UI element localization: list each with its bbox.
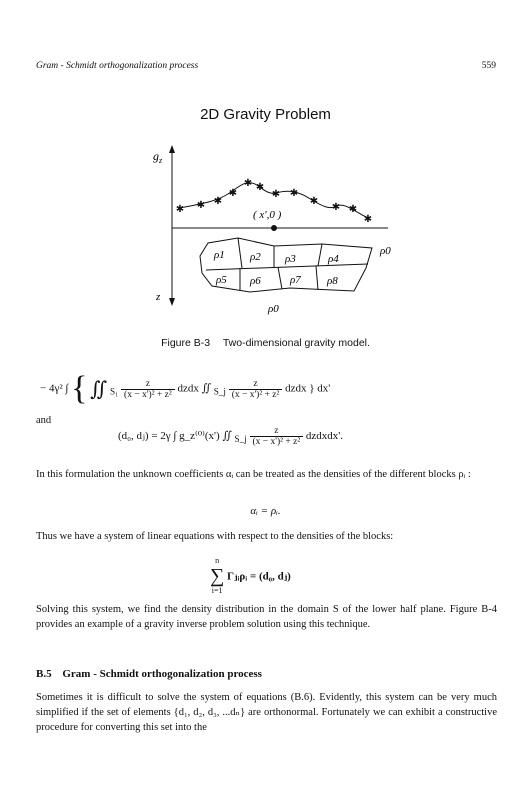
marker: ✱ — [228, 188, 238, 199]
sum-sign: ∑ — [210, 565, 225, 587]
eq1-frac1-num: z — [121, 379, 175, 390]
eq1-fraction-1 — [121, 379, 175, 400]
section-number: B.5 — [36, 668, 52, 680]
paragraph-1: In this formulation the unknown coefficients αᵢ can be treated as the densities of the different blocks ρᵢ : — [36, 469, 471, 480]
eq2-frac-den: (x − x')² + z² — [252, 437, 301, 447]
sum-body: Γⱼᵢρᵢ = (d₀, dⱼ) — [227, 570, 291, 583]
and-word: and — [36, 415, 52, 426]
observation-point — [271, 225, 277, 231]
eq1-open-brace: { — [71, 370, 88, 407]
paragraph-2: Thus we have a system of linear equations with respect to the densities of the blocks: — [36, 531, 394, 542]
page-number: 559 — [481, 61, 496, 71]
axis-z-label: z — [156, 291, 161, 303]
marker: ✱ — [271, 189, 281, 200]
eq1-set: S₁ — [110, 386, 119, 397]
eq1-double-integral: ∬ — [90, 378, 108, 401]
eq2-mid: g_z⁽⁰⁾(x') ∬ — [179, 430, 232, 443]
axis-arrow-up — [169, 145, 175, 153]
eq1-set2: S_j — [213, 386, 226, 397]
eq1-tail: dzdx } dx' — [285, 382, 331, 395]
figure-caption-text: Two-dimensional gravity model. — [222, 337, 370, 349]
equation-3: αᵢ = ρᵢ. — [250, 505, 281, 517]
eq1-frac2-num: z — [229, 379, 283, 390]
eq1-prefix: − 4γ² ∫ — [40, 382, 69, 395]
figure-caption-label: Figure B-3 — [161, 337, 211, 349]
block-divider — [318, 244, 322, 266]
paragraph-3: Solving this system, we find the density distribution in the domain S of the lower half plane. Figure B-4 provides an example of a gravity inverse problem solution using this technique. — [36, 604, 497, 630]
gravity-model-figure — [150, 140, 400, 320]
eq2-set: S_j — [234, 434, 247, 445]
eq1-fraction-2 — [229, 379, 283, 400]
figure-caption — [0, 337, 531, 349]
marker: ✱ — [213, 196, 223, 207]
equation-1 — [40, 370, 500, 408]
sum-lower-limit: i=1 — [211, 586, 223, 595]
marker: ✱ — [289, 188, 299, 199]
eq2-lhs: (d₀, dⱼ) = 2γ ∫ — [118, 430, 177, 443]
eq1-frac2-den: (x − x')² + z² — [231, 389, 280, 400]
block-divider — [238, 238, 242, 268]
eq2-frac-num: z — [250, 426, 304, 437]
marker: ✱ — [363, 214, 373, 225]
marker: ✱ — [255, 182, 265, 193]
section-heading — [36, 668, 262, 680]
block-label-3: ρ3 — [285, 253, 296, 265]
figure-title: 2D Gravity Problem — [200, 106, 331, 123]
running-head-title: Gram - Schmidt orthogonalization process — [36, 61, 199, 71]
background-density-bottom: ρ0 — [268, 303, 279, 315]
equation-2 — [118, 426, 343, 447]
block-label-4: ρ4 — [328, 253, 339, 265]
sum-operator — [210, 556, 224, 596]
background-density-right: ρ0 — [380, 245, 391, 257]
block-divider — [316, 266, 318, 290]
marker: ✱ — [309, 196, 319, 207]
sum-upper-limit: n — [215, 556, 220, 565]
equation-4 — [210, 556, 291, 596]
eq1-mid: dzdx ∬ — [177, 382, 211, 395]
paragraph-4: Sometimes it is difficult to solve the system of equations (B.6). Evidently, this system can be very much simplified if the set of elements {d₁, d₂, d₃, ...dₙ} are orthonormal. Fortunately we can exhibit a constructive procedure for converting this set into the — [36, 692, 497, 733]
section-title: Gram - Schmidt orthogonalization process — [62, 668, 262, 680]
marker: ✱ — [196, 200, 206, 211]
marker: ✱ — [348, 204, 358, 215]
block-label-5: ρ5 — [216, 274, 227, 286]
block-label-8: ρ8 — [327, 275, 338, 287]
block-label-7: ρ7 — [290, 274, 301, 286]
block-label-2: ρ2 — [250, 251, 261, 263]
block-divider — [278, 267, 282, 289]
marker: ✱ — [175, 204, 185, 215]
eq1-frac1-den: (x − x')² + z² — [124, 389, 172, 400]
axis-gz-label: $g_z$ — [153, 149, 163, 165]
running-head — [36, 61, 496, 71]
block-label-6: ρ6 — [250, 275, 261, 287]
eq2-fraction — [250, 426, 304, 447]
axis-arrow-down — [169, 298, 175, 306]
marker: ✱ — [243, 178, 253, 189]
marker: ✱ — [331, 202, 341, 213]
observation-point-label: ( x',0 ) — [253, 209, 282, 221]
eq2-tail: dzdxdx'. — [305, 430, 344, 443]
block-label-1: ρ1 — [214, 249, 225, 261]
